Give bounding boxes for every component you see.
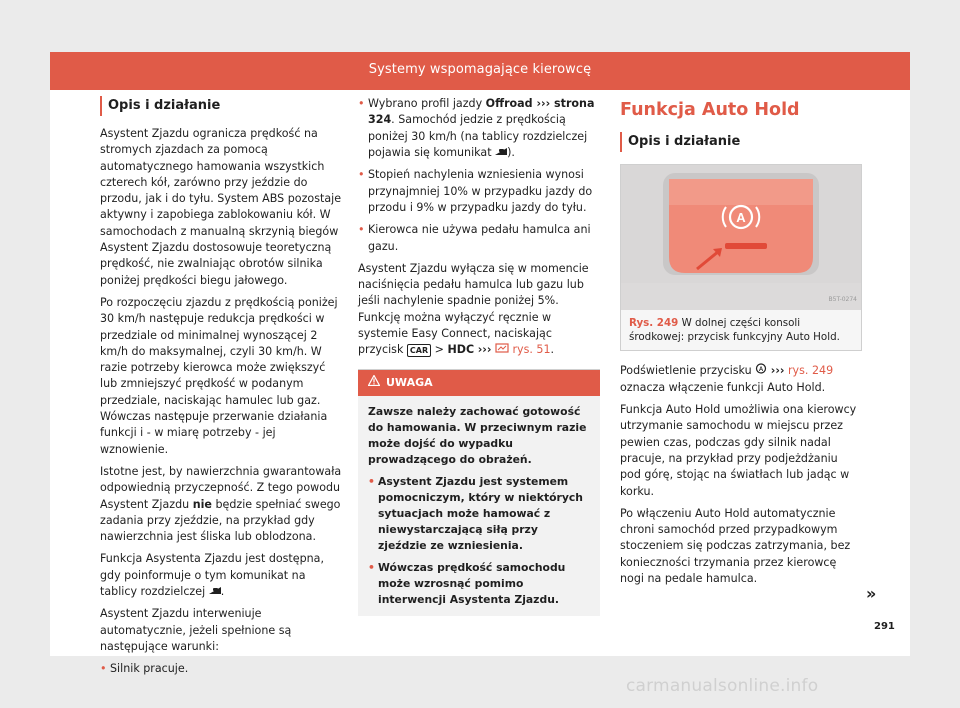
column-left xyxy=(100,96,344,684)
warning-title: UWAGA xyxy=(386,375,433,389)
page-number: 291 xyxy=(874,621,895,632)
text: Asystent Zjazdu wyłącza się w momencie naciśnięcia pedału hamulca lub gazu lub jeśli nachylenie spadnie poniżej 5%. Funkcję można wyłączyć ręcznie w systemie Easy Connect, naciskając przycisk xyxy=(358,261,589,357)
text: . Samochód jedzie z prędkością poniżej 30 km/h (na tablicy rozdzielczej pojawia się komunikat xyxy=(368,113,588,160)
page-reference-link[interactable]: Offroad ››› strona 324 xyxy=(368,97,595,127)
warning-body xyxy=(358,396,600,616)
column-right xyxy=(620,96,862,593)
figure-reference-link[interactable]: rys. 249 xyxy=(788,364,834,378)
warning-icon xyxy=(368,375,380,391)
svg-text:A: A xyxy=(759,367,764,374)
figure-caption xyxy=(621,310,861,350)
continue-chevron: » xyxy=(866,584,877,603)
auto-hold-console-image xyxy=(621,165,861,310)
warning-intro: Zawsze należy zachować gotowość do hamowania. W przeciwnym razie może dojść do wypadku prowadzącego do obrażeń. xyxy=(368,405,587,467)
warning-header xyxy=(358,370,600,396)
text: > xyxy=(431,343,448,357)
paragraph: Po włączeniu Auto Hold automatycznie chroni samochód przed przypadkowym stoczeniem się podczas zatrzymania, bez konieczności trzymania przez kierowcę nogi na pedale hamulca. xyxy=(620,506,851,586)
auto-hold-icon xyxy=(755,363,767,379)
paragraph: Asystent Zjazdu interweniuje automatycznie, jeżeli spełnione są następujące warunki: xyxy=(100,607,292,654)
text: Wybrano profil jazdy xyxy=(368,97,486,110)
list-item: • Stopień nachylenia wzniesienia wynosi przynajmniej 10% w przypadku jazdy do przodu i 9% w przypadku jazdy do tyłu. xyxy=(358,167,600,216)
page-header-title: Systemy wspomagające kierowcę xyxy=(368,62,592,77)
text: Podświetlenie przycisku xyxy=(620,364,752,378)
caption-text: W dolnej części konsoli środkowej: przycisk funkcyjny Auto Hold. xyxy=(629,317,840,344)
warning-item: • Wówczas prędkość samochodu może wzrosnąć pomimo interwencji Asystenta Zjazdu. xyxy=(368,560,590,608)
hill-descent-icon xyxy=(495,145,507,161)
paragraph xyxy=(358,261,600,359)
list-item: • Kierowca nie używa pedału hamulca ani gazu. xyxy=(358,222,600,255)
warning-item: • Asystent Zjazdu jest systemem pomocniczym, który w niektórych sytuacjach może hamować z niewystarczającą siłą przy zjeździe ze wzniesienia. xyxy=(368,474,590,554)
paragraph: Funkcja Auto Hold umożliwia ona kierowcy utrzymanie samochodu w miejscu przez pewien czas, podczas gdy silnik nadal pracuje, na przykład przy podjeżdżaniu pod górę, stojąc na światłach lub jadąc w korku. xyxy=(620,403,857,498)
paragraph xyxy=(100,464,344,545)
text: Funkcja Asystenta Zjazdu jest dostępna, gdy poinformuje o tym komunikat na tablicy rozdzielczej xyxy=(100,552,325,599)
list-item: • Silnik pracuje. xyxy=(100,661,344,677)
text: . xyxy=(550,343,555,357)
section-title: Opis i działanie xyxy=(100,96,344,116)
warning-box xyxy=(358,369,600,616)
paragraph: Asystent Zjazdu ogranicza prędkość na stromych zjazdach za pomocą automatycznego hamowania wszystkich czterech kół, zarówno przy jeździe do przodu, jak i do tyłu. System ABS pozostaje aktywny i zapobiega zablokowaniu kół. W samochodach z manualną skrzynią biegów Asystent Zjazdu dostosowuje teoretyczną prędkość, nie zwalniając obrotów silnika poniżej prędkości biegu jałowego. xyxy=(100,127,342,287)
figure xyxy=(620,164,862,351)
text: ). xyxy=(507,146,515,160)
hdc-label: HDC xyxy=(447,343,475,357)
figure-reference-link[interactable]: rys. 51 xyxy=(512,343,551,357)
paragraph: Po rozpoczęciu zjazdu z prędkością poniżej 30 km/h następuje redukcja prędkości w przedziale od minimalnej wynoszącej 2 km/h do maksymalnej, czyli 30 km/h. W razie potrzeby kierowca może zwiększyć lub zmniejszyć prędkość w podanym przedziale, naciskając hamulec lub gaz. Wówczas następuje przerwanie działania funkcji i - w miarę potrzeby - jej wznowienie. xyxy=(100,295,338,456)
chapter-title: Funkcja Auto Hold xyxy=(620,100,800,120)
watermark: carmanualsonline.info xyxy=(626,676,819,696)
figure-reference-icon xyxy=(495,342,509,358)
reference-arrows: ››› xyxy=(477,343,492,357)
paragraph xyxy=(620,363,862,396)
text: będzie spełniać swego zadania przy zjeździe, na przykład gdy nawierzchnia jest śliska lub oblodzona. xyxy=(100,497,341,544)
svg-text:A: A xyxy=(736,210,746,226)
emphasis-text: nie xyxy=(192,497,212,511)
car-button-icon: CAR xyxy=(407,344,431,357)
list-item xyxy=(358,96,600,161)
figure-code: B5T-0274 xyxy=(828,296,857,303)
text: Istotne jest, by nawierzchnia gwarantowała odpowiednią przyczepność. Z tego powodu Asystent Zjazdu xyxy=(100,464,342,511)
section-title: Opis i działanie xyxy=(620,132,862,152)
paragraph xyxy=(100,551,344,600)
figure-label: Rys. 249 xyxy=(629,317,679,330)
reference-arrows: ››› xyxy=(770,364,785,378)
text: . xyxy=(220,585,225,599)
hill-descent-icon xyxy=(209,584,221,600)
text: oznacza włączenie funkcji Auto Hold. xyxy=(620,380,826,394)
column-middle xyxy=(358,96,600,616)
